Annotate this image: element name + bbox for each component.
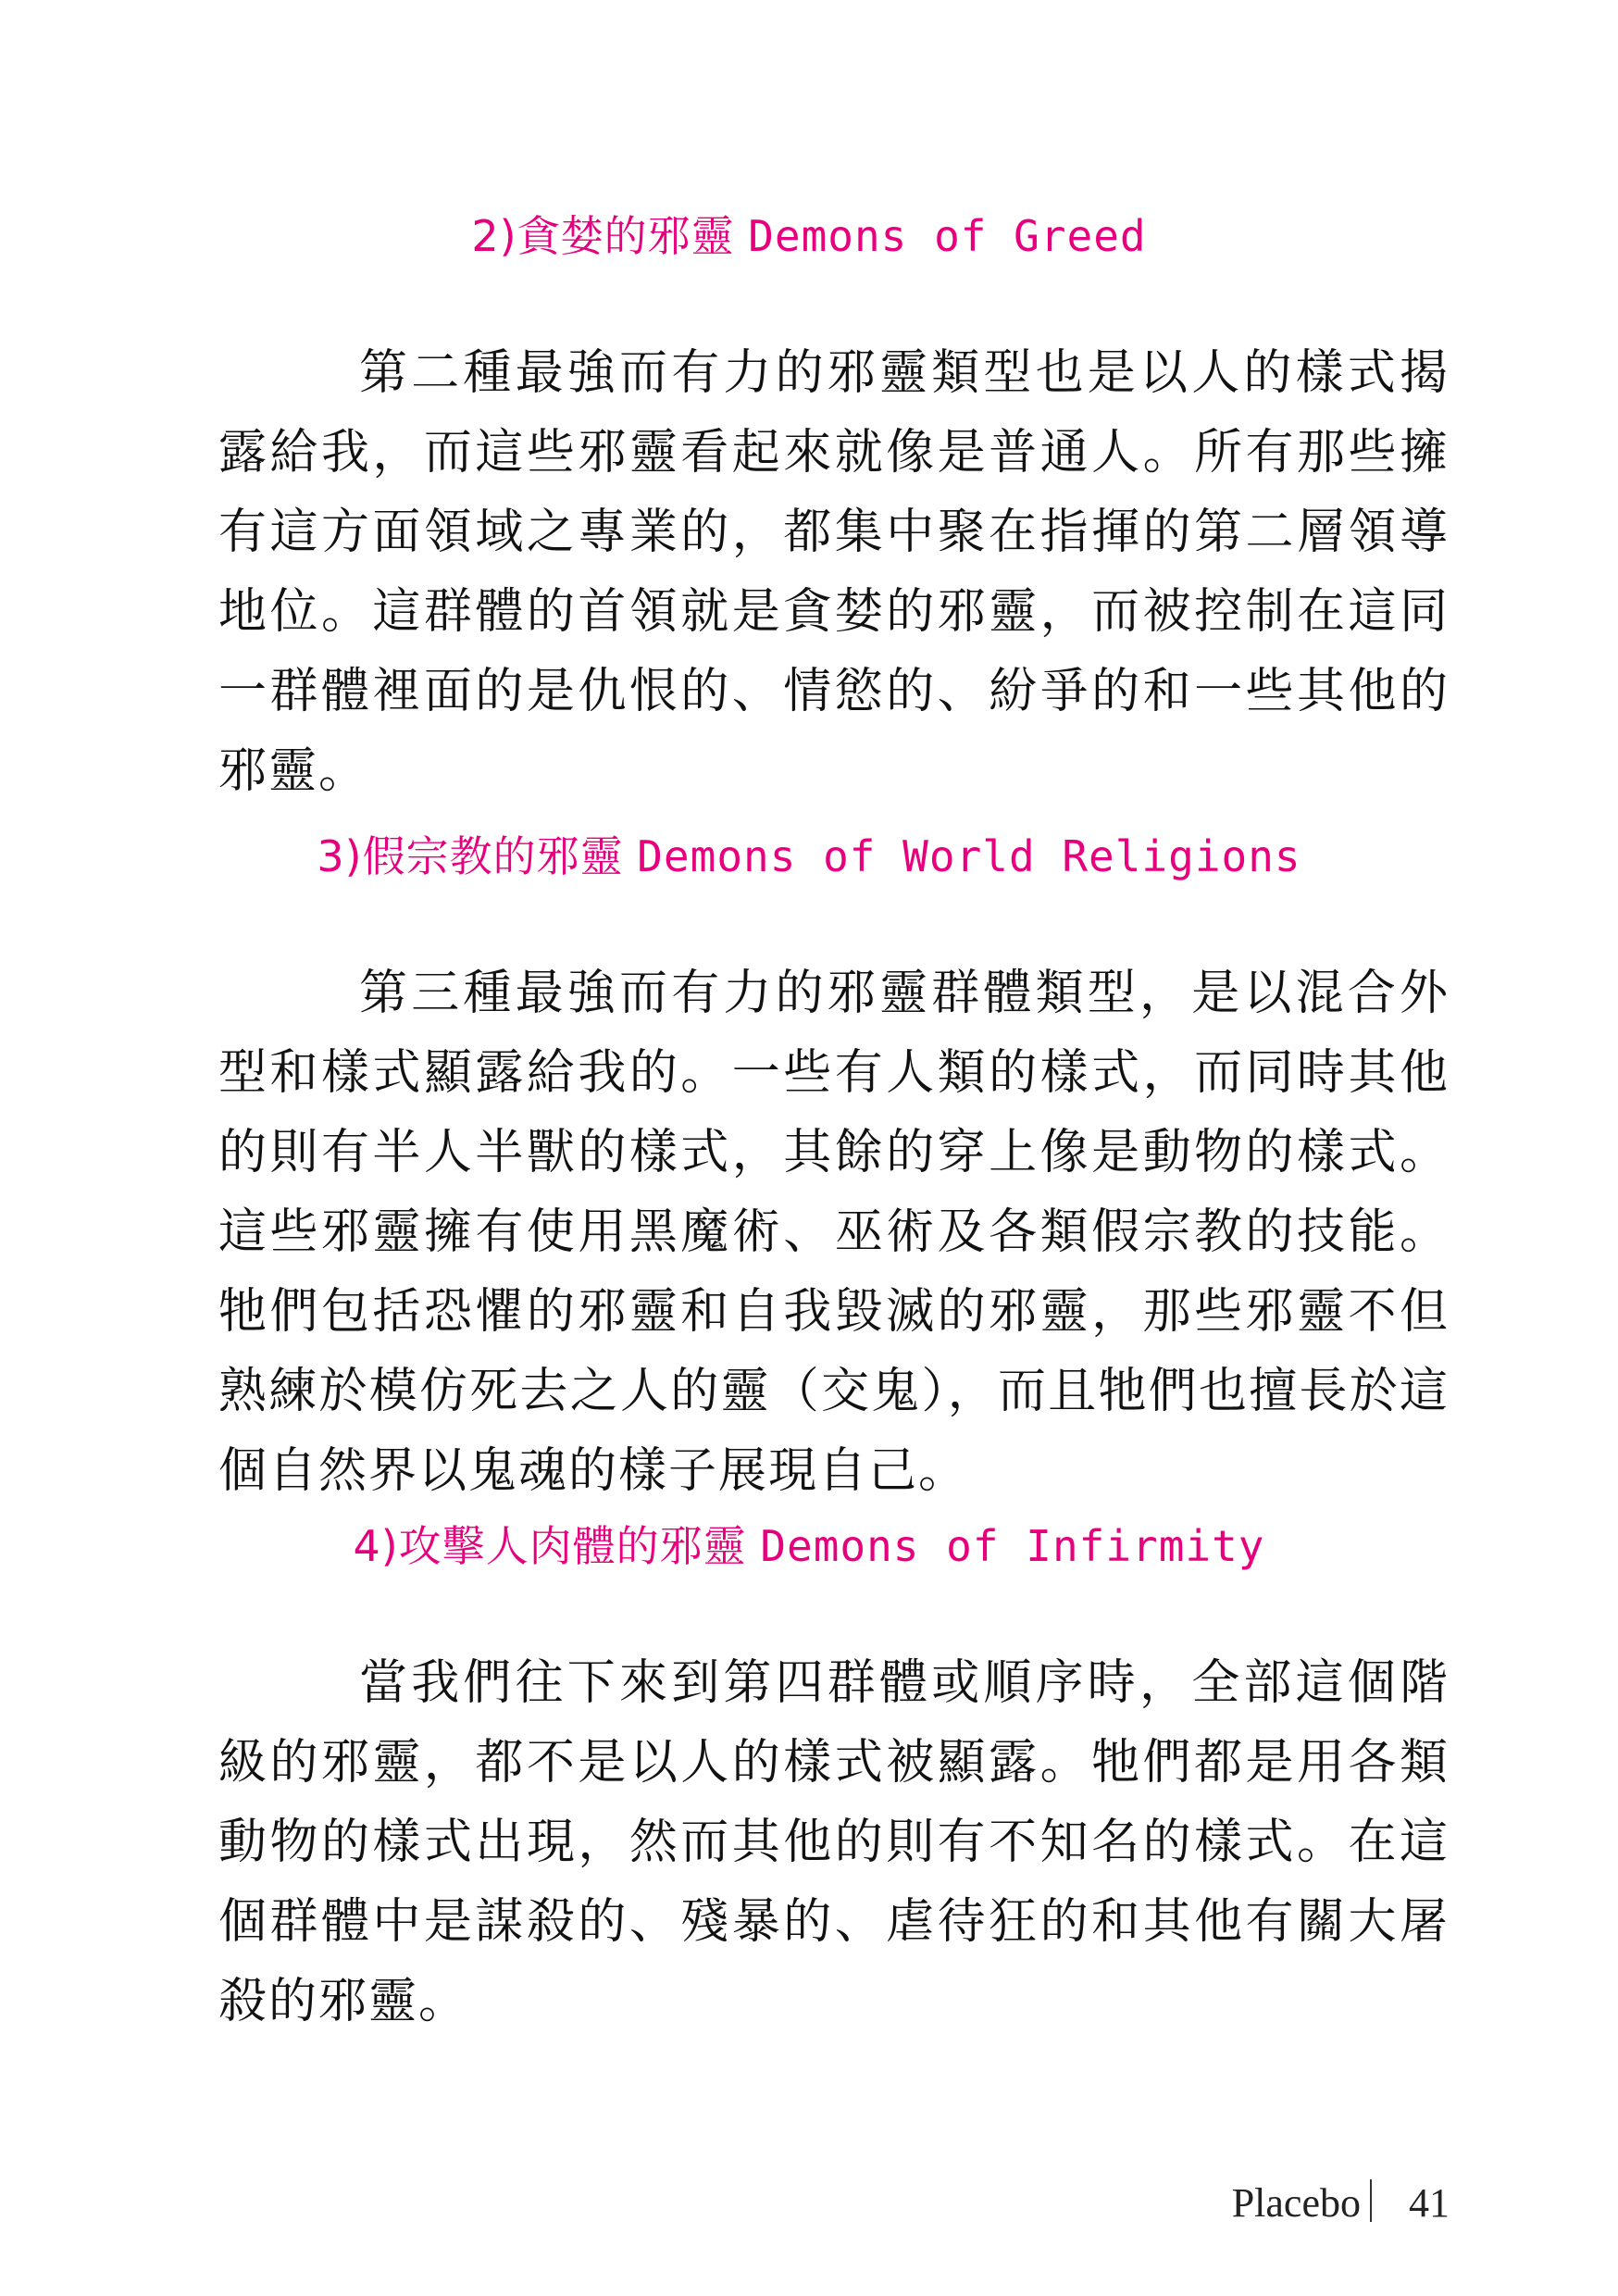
paragraph-infirmity: 當我們往下來到第四群體或順序時，全部這個階級的邪靈，都不是以人的樣式被顯露。牠們都是用各類動物的樣式出現，然而其他的則有不知名的樣式。在這個群體中是謀殺的、殘暴的、虐待狂的和其他有關大屠殺的邪靈。 (218, 1655, 1450, 2029)
paragraph-world-religions: 第三種最強而有力的邪靈群體類型，是以混合外型和樣式顯露給我的。一些有人類的樣式，而同時其他的則有半人半獸的樣式，其餘的穿上像是動物的樣式。這些邪靈擁有使用黑魔術、巫術及各類假宗教的技能。牠們包括恐懼的邪靈和自我毀滅的邪靈，那些邪靈不但熟練於模仿死去之人的靈（交鬼），而且牠們也擅長於這個自然界以鬼魂的樣子展現自己。 (218, 966, 1450, 1499)
section-heading-world-religions (0, 829, 1618, 884)
page-footer (1232, 2179, 1450, 2227)
heading-zh: 3)假宗教的邪靈 (317, 831, 624, 881)
heading-en: Demons of Infirmity (760, 1521, 1265, 1571)
paragraph-greed: 第二種最強而有力的邪靈類型也是以人的樣式揭露給我，而這些邪靈看起來就像是普通人。所有那些擁有這方面領域之專業的，都集中聚在指揮的第二層領導地位。這群體的首領就是貪婪的邪靈，而被控制在這同一群體裡面的是仇恨的、情慾的、紛爭的和一些其他的邪靈。 (218, 345, 1450, 799)
footer-separator (1370, 2179, 1372, 2222)
heading-zh: 4)攻擊人肉體的邪靈 (353, 1521, 747, 1571)
section-heading-greed (0, 208, 1618, 264)
page-number: 41 (1409, 2180, 1450, 2226)
heading-en: Demons of Greed (748, 211, 1147, 261)
heading-zh: 2)貪婪的邪靈 (471, 211, 735, 261)
heading-en: Demons of World Religions (637, 831, 1301, 881)
section-heading-infirmity (0, 1518, 1618, 1574)
footer-title: Placebo (1231, 2180, 1361, 2226)
